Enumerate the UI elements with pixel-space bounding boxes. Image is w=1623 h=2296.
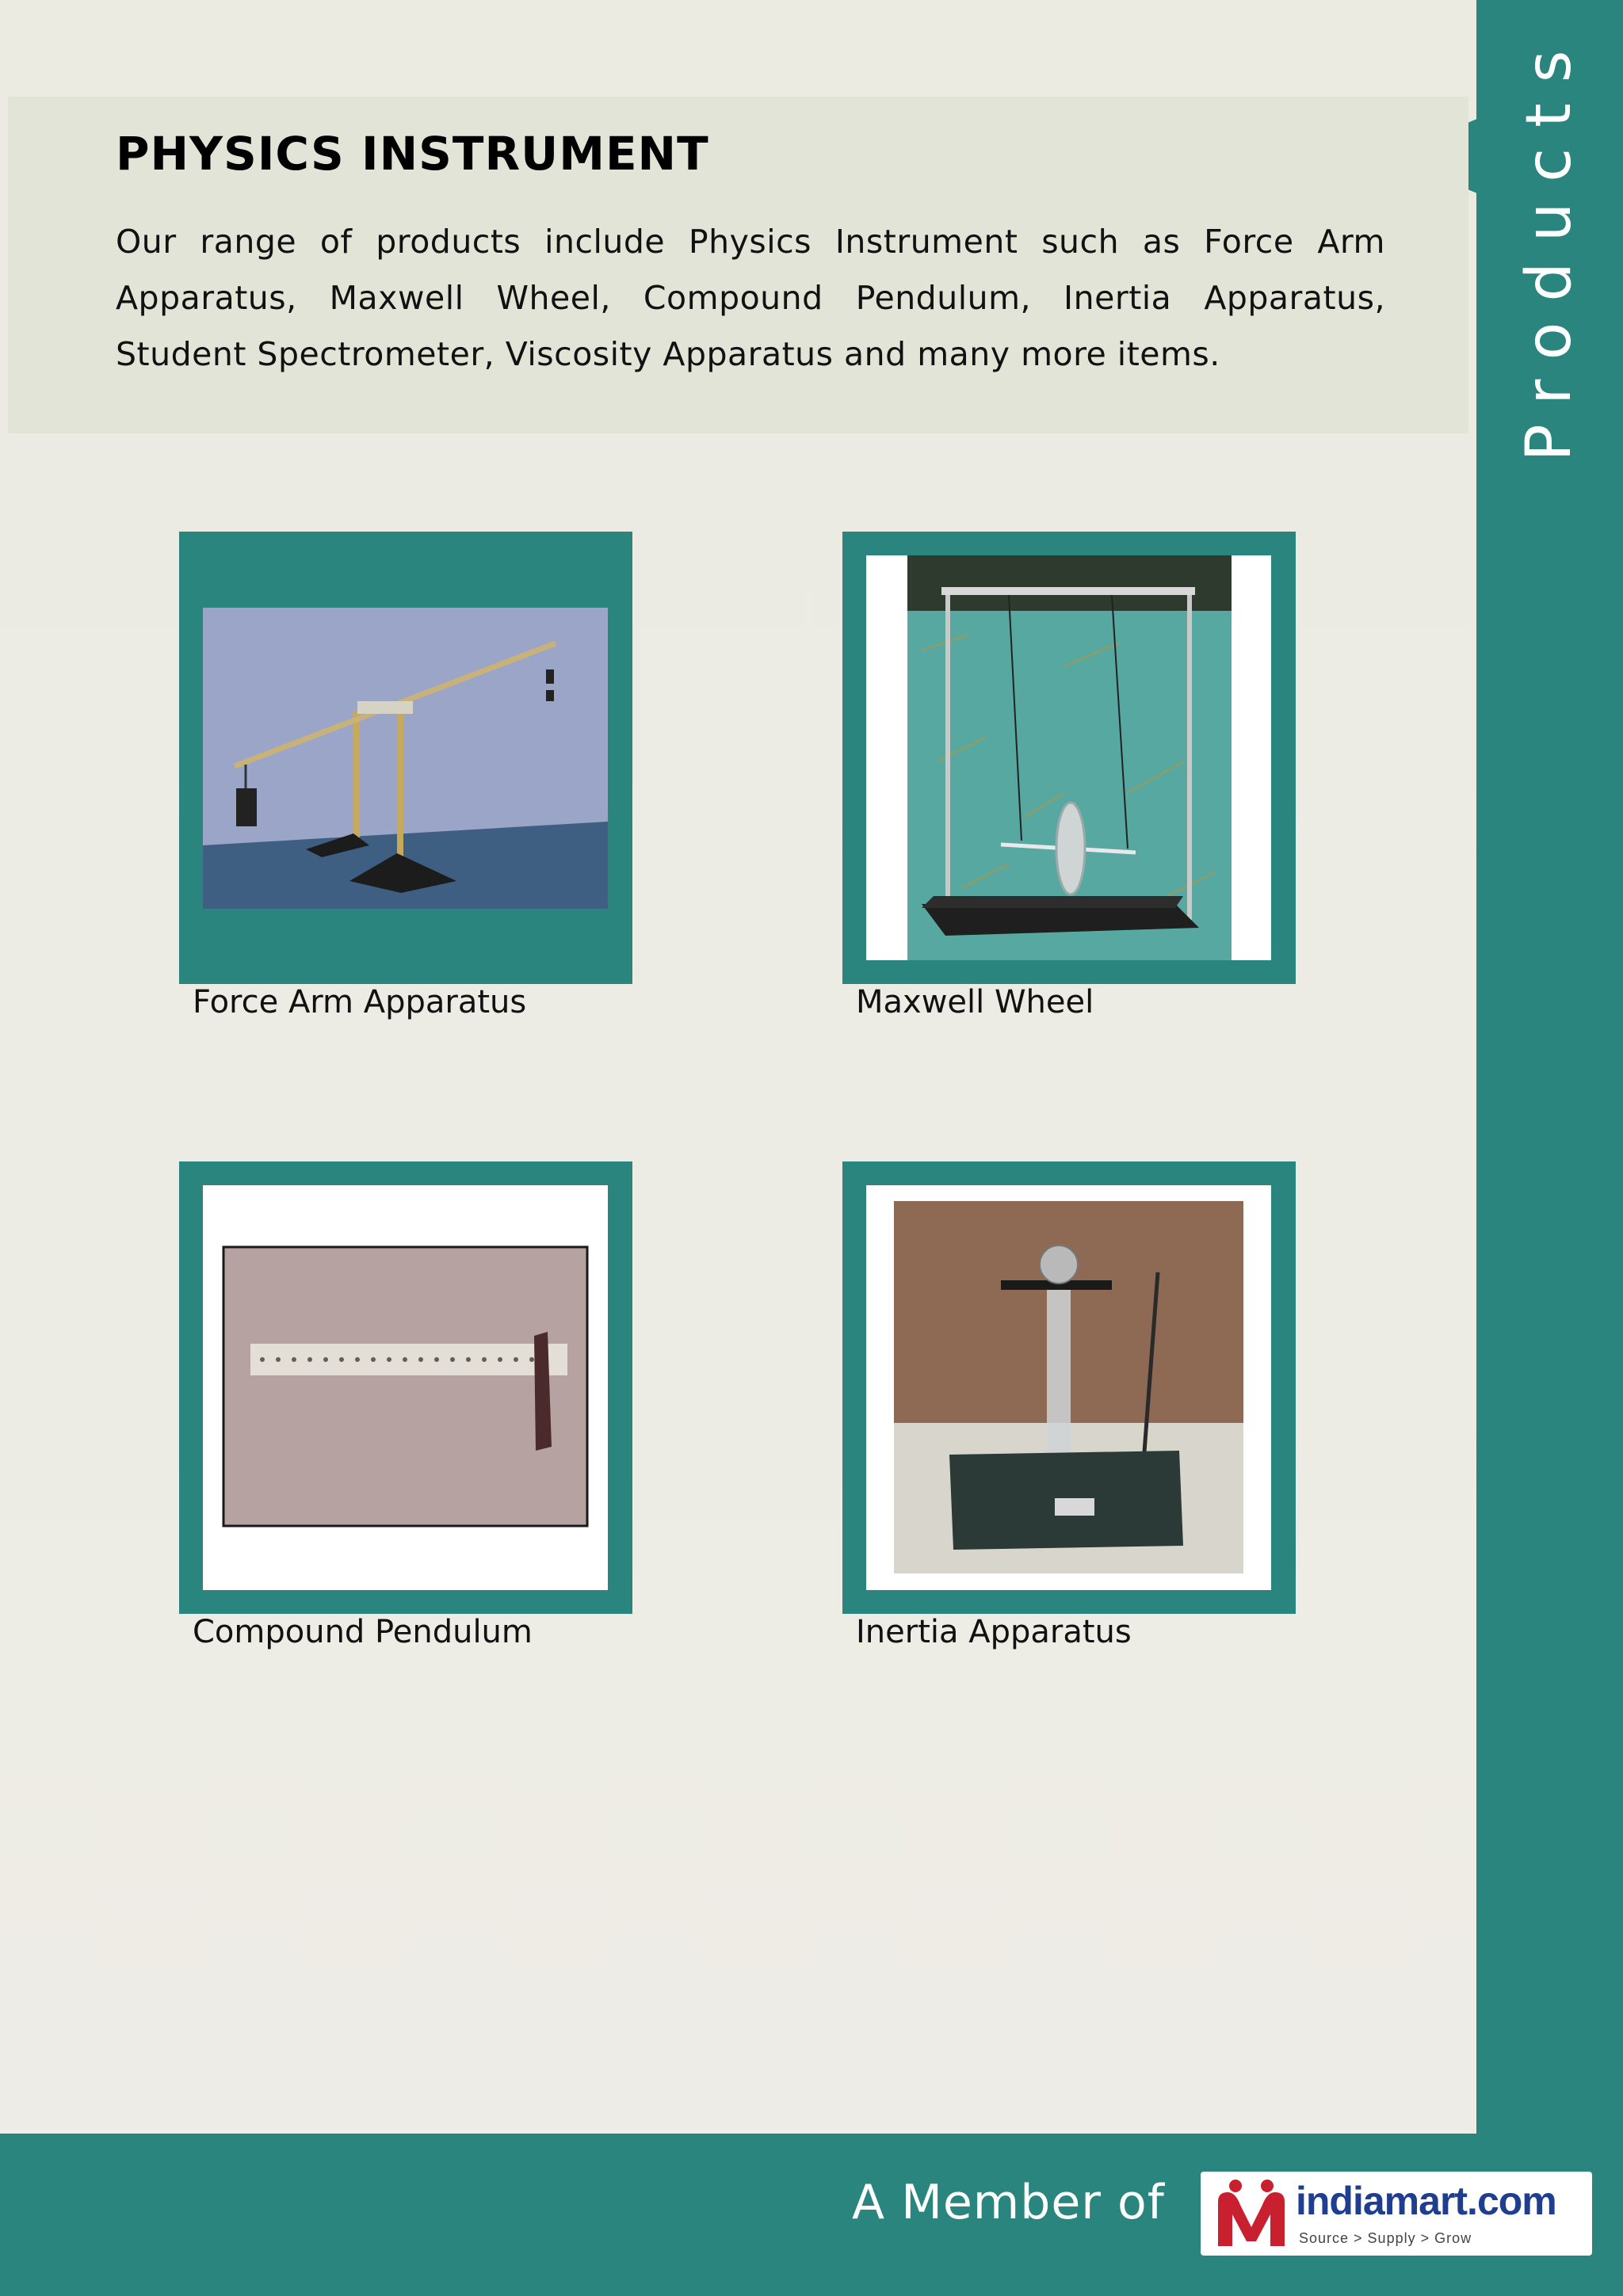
product-caption: Force Arm Apparatus <box>193 984 527 1020</box>
section-description: Our range of products include Physics Instrument such as Force Arm Apparatus, Maxwell Wheel, Compound Pendulum, Inertia Apparatus, Student Spectrometer, Viscosity Apparatus and many more items. <box>116 223 1385 373</box>
maxwell-wheel-photo <box>866 555 1271 960</box>
compound-pendulum-photo <box>203 1185 608 1590</box>
product-card-force-arm[interactable] <box>179 532 632 984</box>
product-card-inertia-apparatus[interactable] <box>842 1161 1296 1614</box>
logo-name: indiamart.com <box>1296 2179 1556 2223</box>
product-caption: Compound Pendulum <box>193 1614 533 1650</box>
sidebar-label: Products <box>1514 29 1585 462</box>
logo-tagline: Source > Supply > Grow <box>1299 2230 1472 2246</box>
product-caption: Inertia Apparatus <box>856 1614 1132 1650</box>
force-arm-apparatus-photo <box>203 608 608 909</box>
product-card-compound-pendulum[interactable] <box>179 1161 632 1614</box>
page-title: PHYSICS INSTRUMENT <box>116 127 709 181</box>
member-text: A Member of <box>852 2175 1165 2230</box>
indiamart-logo[interactable] <box>1201 2172 1592 2256</box>
product-card-maxwell-wheel[interactable] <box>842 532 1296 984</box>
product-caption: Maxwell Wheel <box>856 984 1094 1020</box>
indiamart-m-icon <box>1212 2178 1291 2251</box>
inertia-apparatus-photo <box>866 1185 1271 1590</box>
